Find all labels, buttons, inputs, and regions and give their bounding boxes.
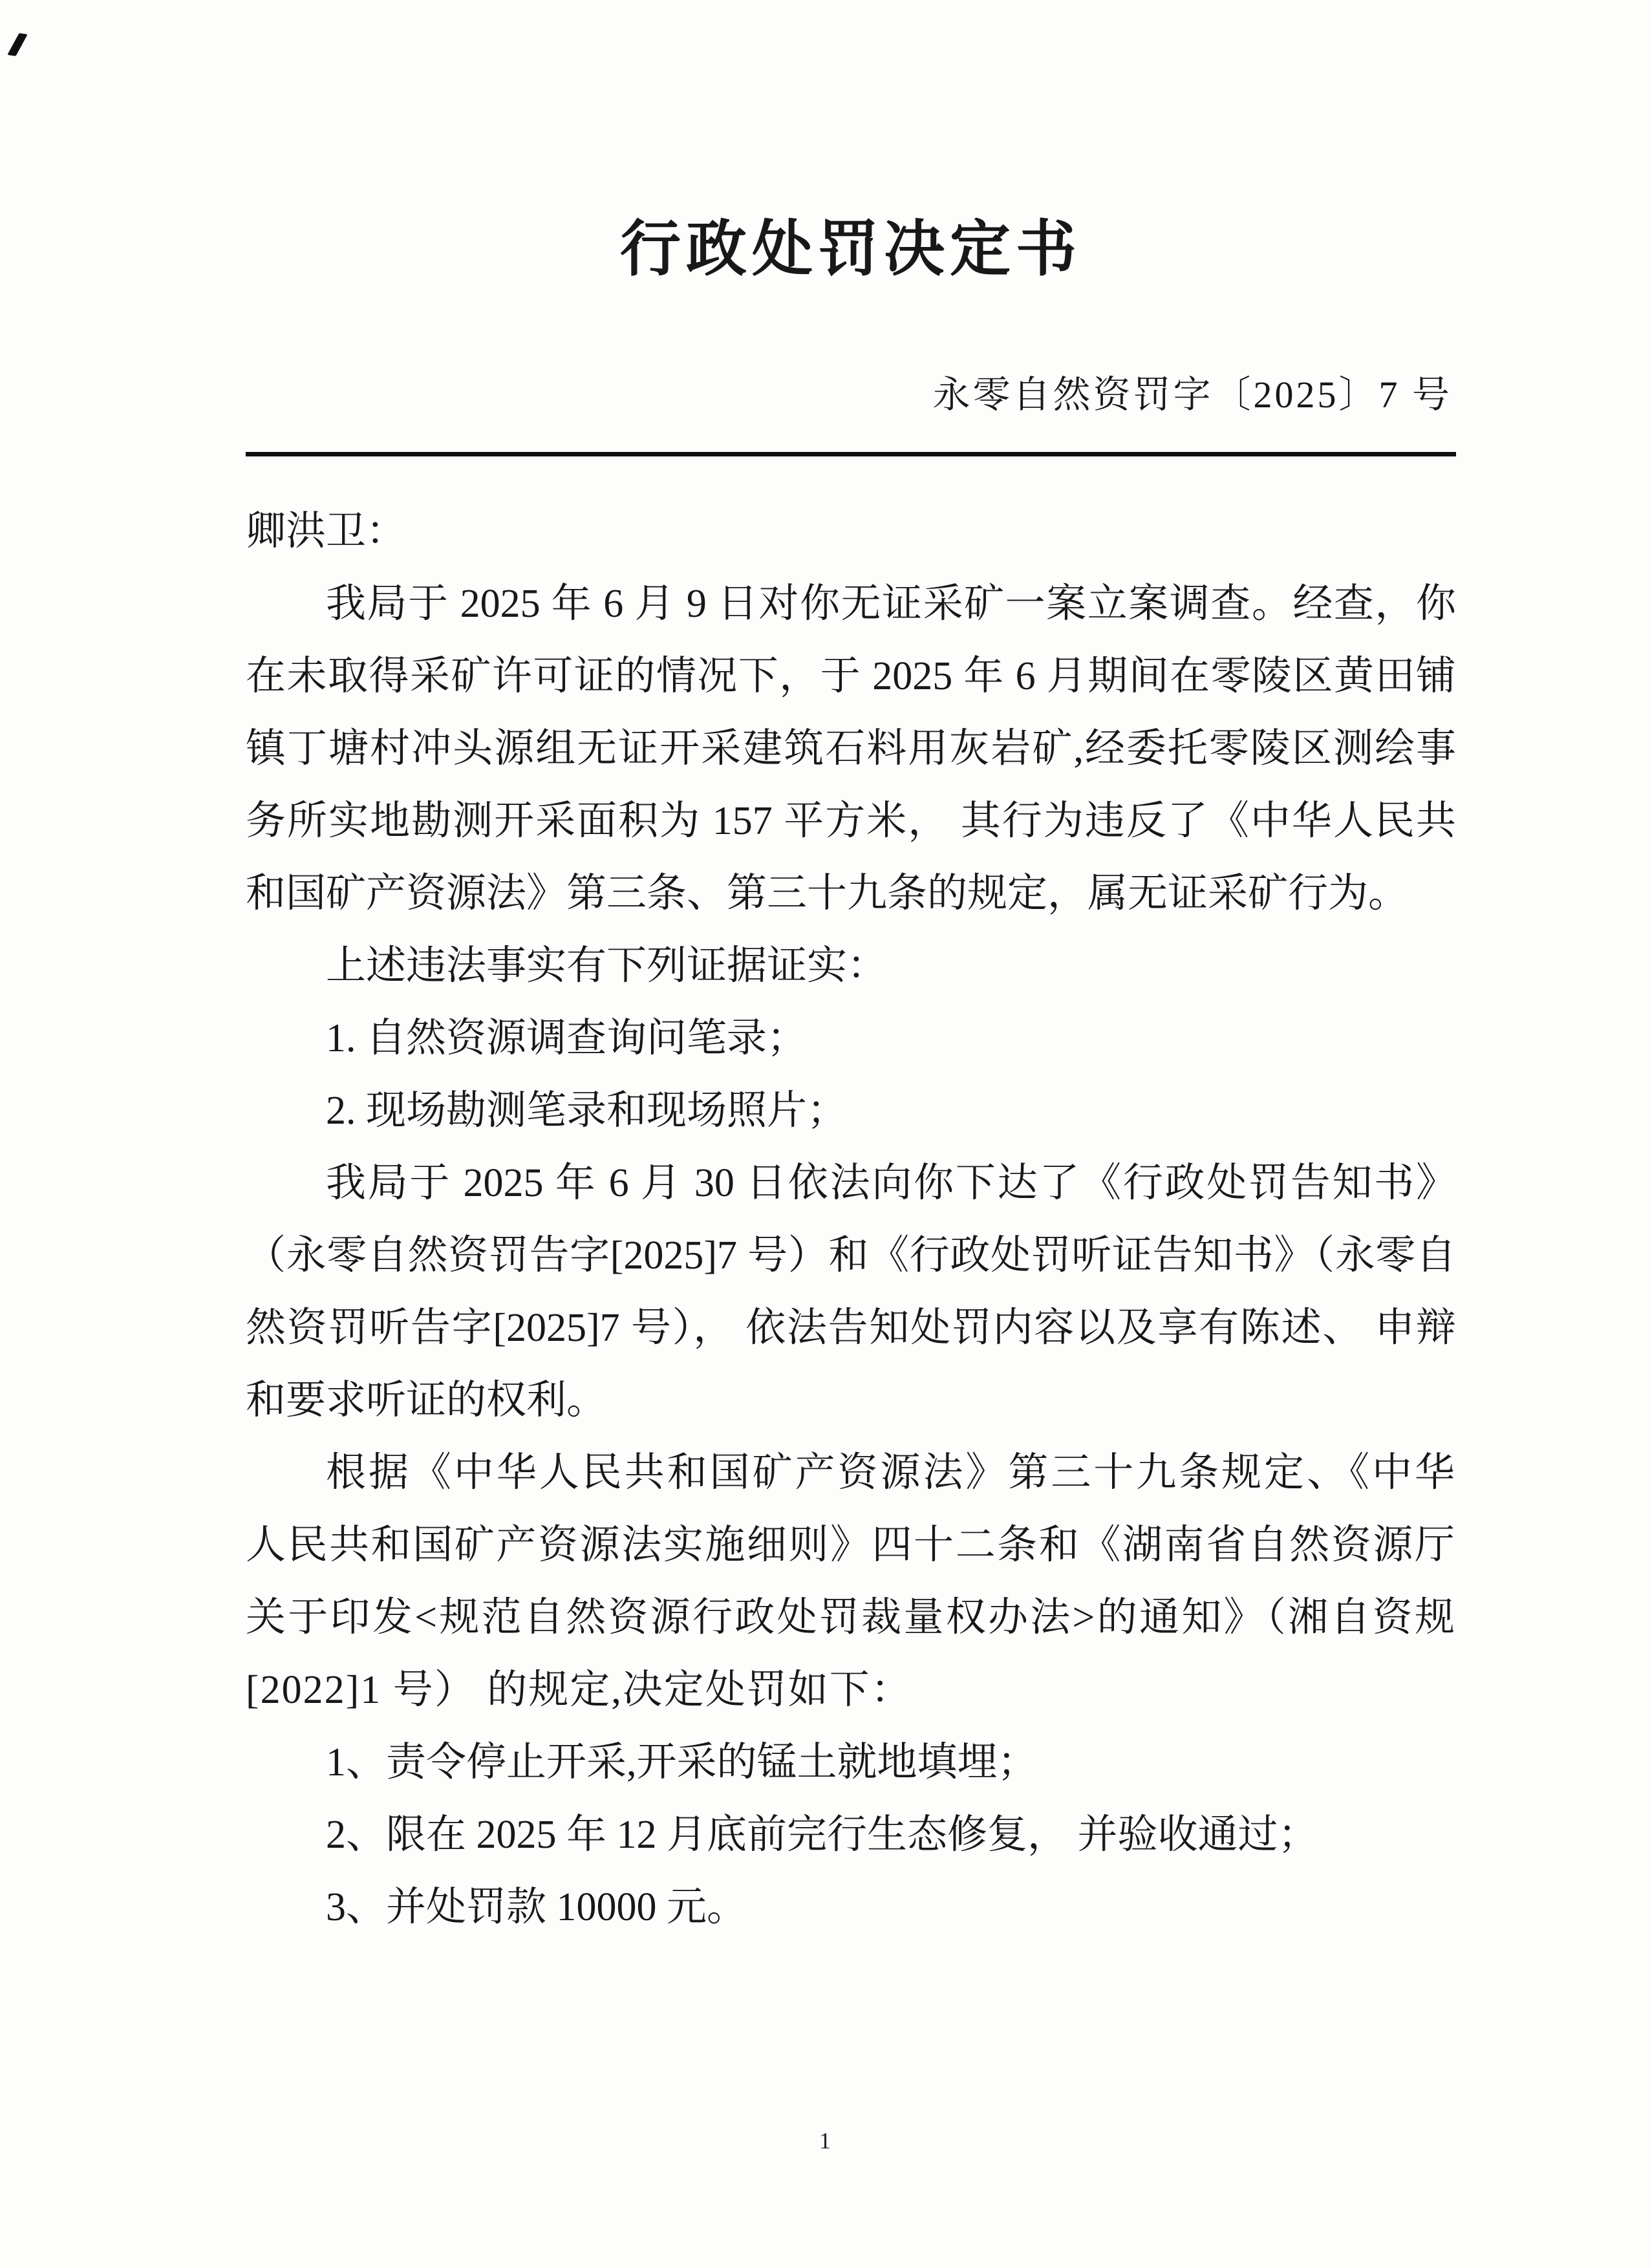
document-title: 行政处罚决定书 <box>619 216 1082 283</box>
list-item-penalty-1: 1、责令停止开采,开采的锰土就地填埋； <box>326 1740 1038 1784</box>
list-item-penalty-2: 2、限在 2025 年 12 月底前完行生态修复， 并验收通过； <box>326 1812 1318 1857</box>
list-item-evidence-1: 1. 自然资源调查询问笔录； <box>326 1016 808 1060</box>
paragraph-notification: 我局于 2025 年 6 月 30 日依法向你下达了《行政处罚告知书》（永零自然资罚告字[2025]7 号）和《行政处罚听证告知书》（永零自然资罚听告字[2025]7 号）， 依法告知处罚内容以及享有陈述、 申辩和要求听证的权利。 <box>246 1161 1456 1422</box>
scan-artifact-mark <box>7 33 27 56</box>
list-item-evidence-2: 2. 现场勘测笔录和现场照片； <box>326 1088 848 1133</box>
divider-rule <box>246 452 1456 456</box>
paragraph-legal-basis: 根据《中华人民共和国矿产资源法》第三十九条规定、《中华人民共和国矿产资源法实施细则》四十二条和《湖南省自然资源厅关于印发<规范自然资源行政处罚裁量权办法>的通知》（湘自资规[2022]1 号） 的规定,决定处罚如下： <box>246 1450 1456 1712</box>
page-number: 1 <box>819 2128 831 2154</box>
document-number: 永零自然资罚字〔2025〕7 号 <box>932 373 1452 416</box>
salutation: 卿洪卫： <box>246 509 407 553</box>
document-content <box>246 213 1456 1943</box>
paragraph-case-facts: 我局于 2025 年 6 月 9 日对你无证采矿一案立案调查。经查，你在未取得采矿许可证的情况下，于 2025 年 6 月期间在零陵区黄田铺镇丁塘村冲头源组无证开采建筑石料用灰岩矿,经委托零陵区测绘事务所实地勘测开采面积为 157 平方米， 其行为违反了《中华人民共和国矿产资源法》第三条、第三十九条的规定，属无证采矿行为。 <box>246 581 1456 915</box>
list-item-penalty-3: 3、并处罚款 10000 元。 <box>326 1885 747 1929</box>
document-body <box>246 495 1456 1943</box>
paragraph-evidence-intro: 上述违法事实有下列证据证实： <box>326 943 888 988</box>
